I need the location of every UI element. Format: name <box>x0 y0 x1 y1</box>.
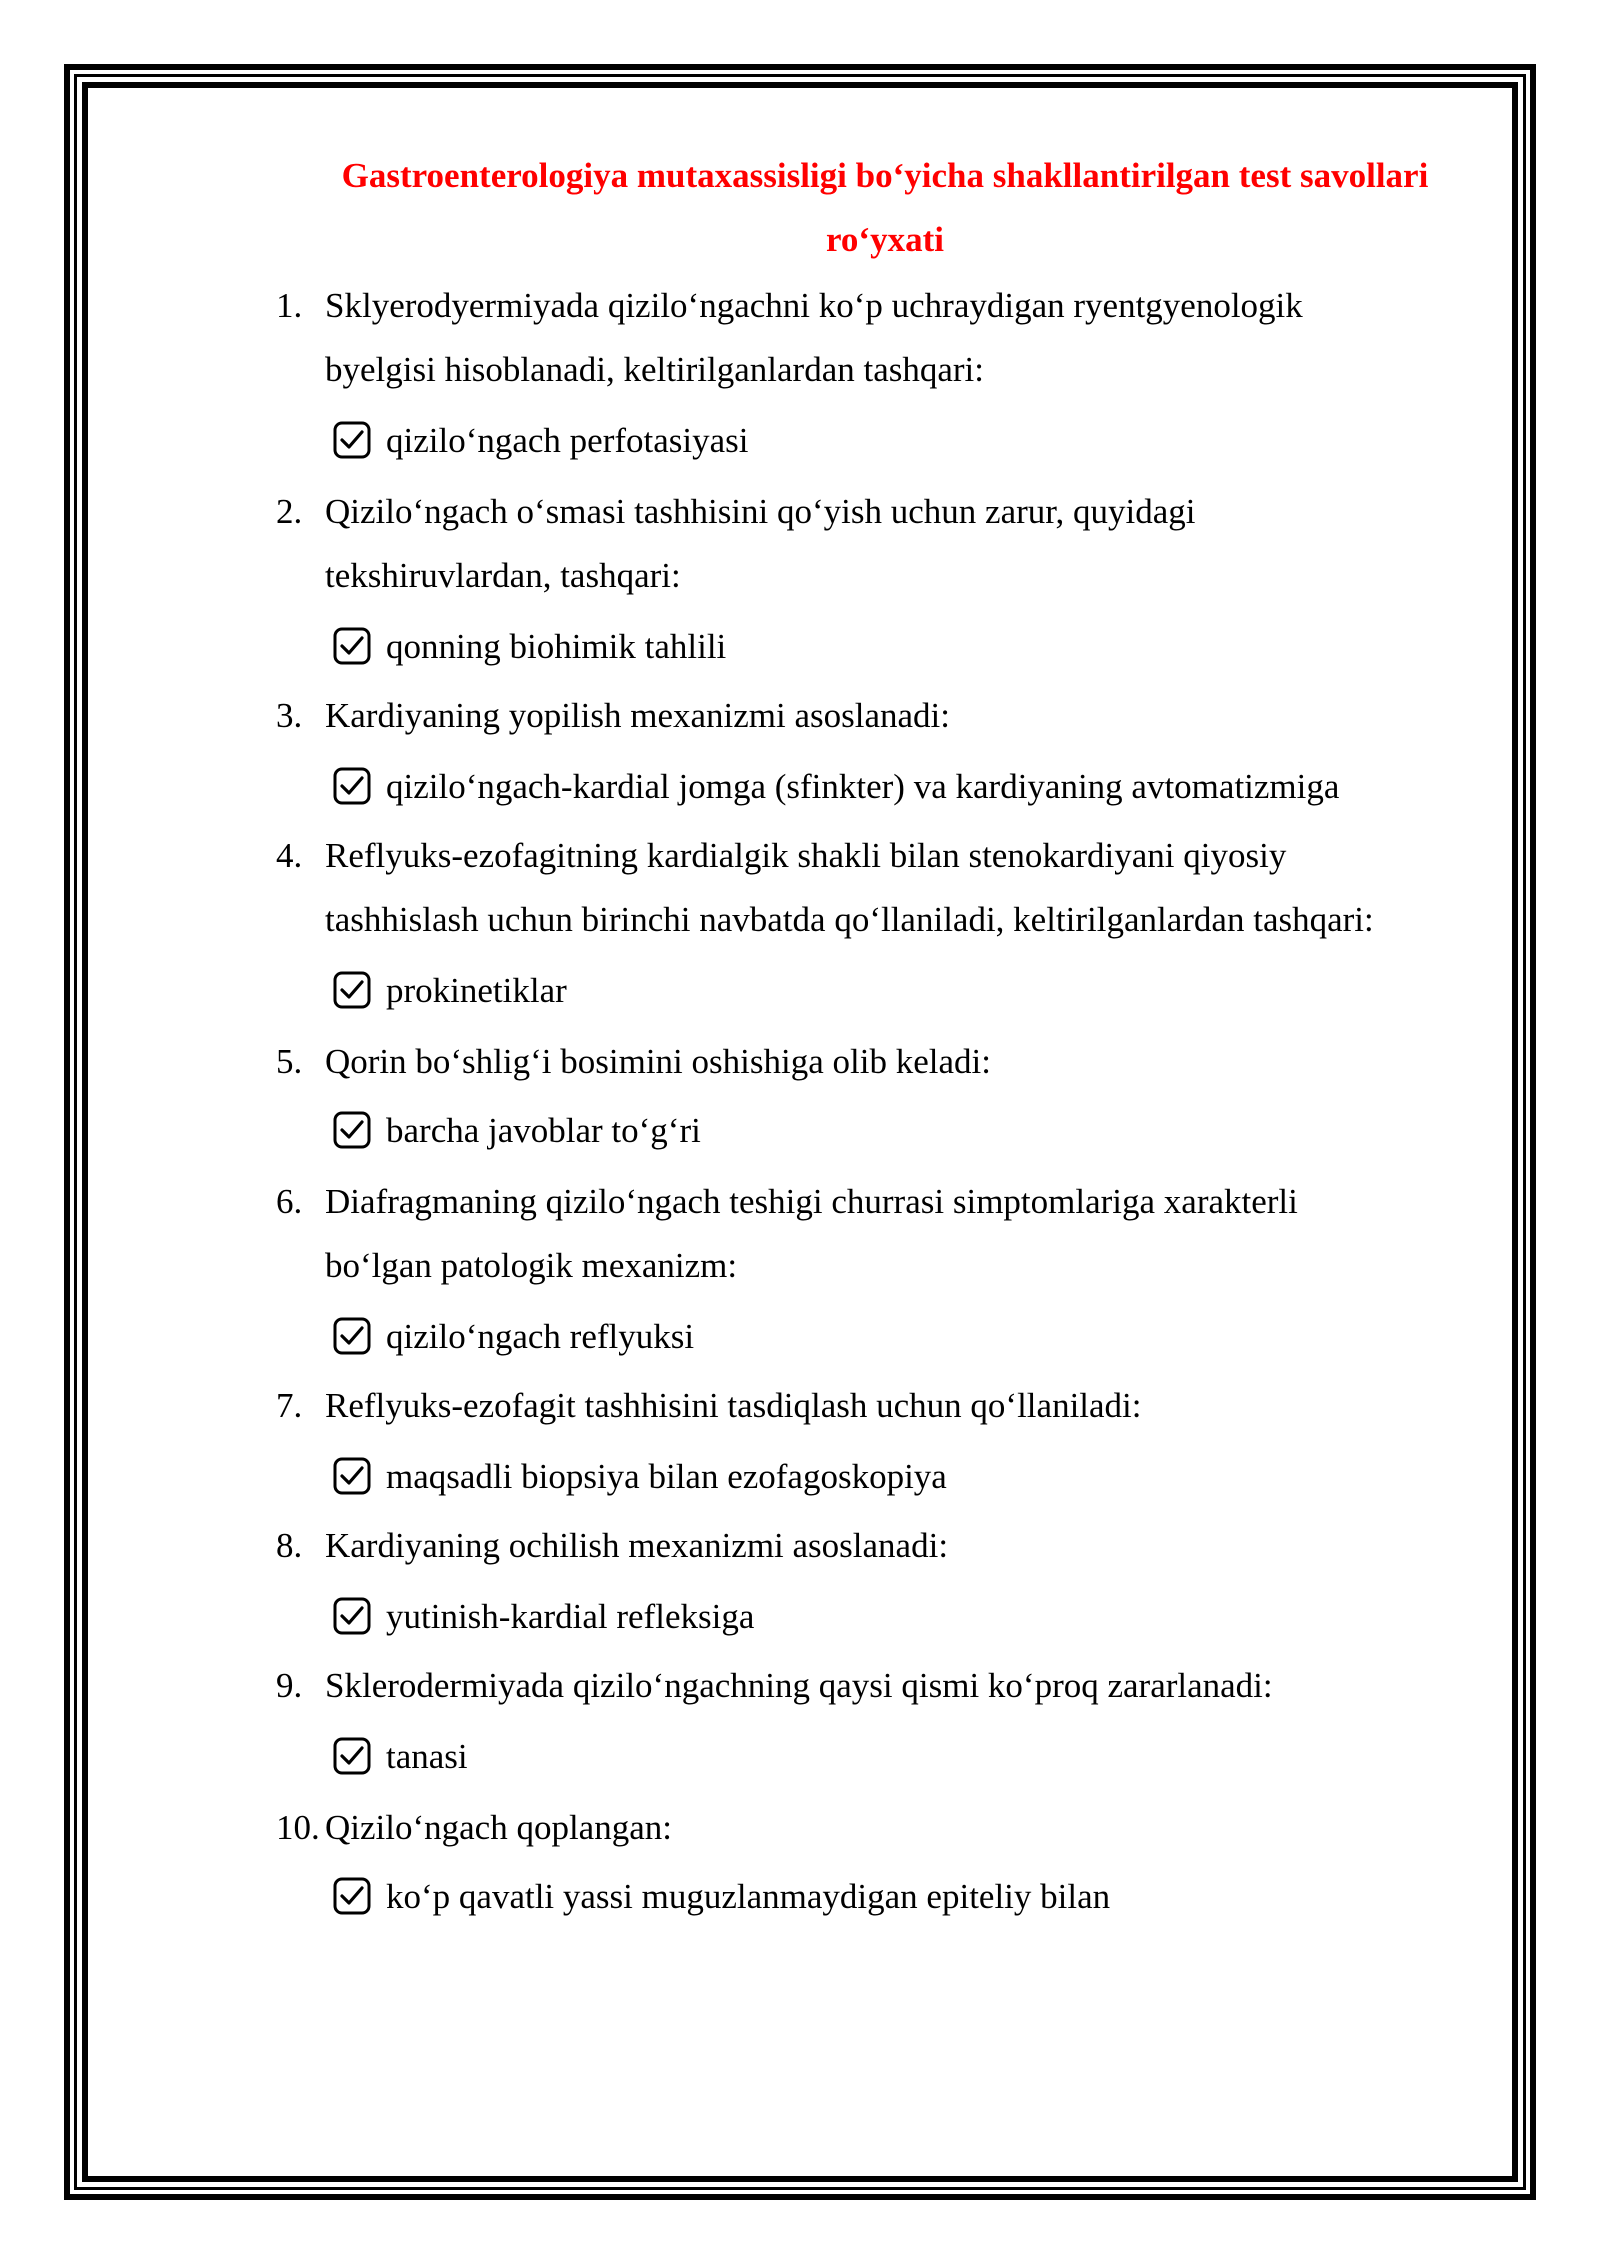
document-title-line-2: ro‘yxati <box>826 220 944 259</box>
checked-box-icon <box>332 1876 372 1916</box>
checked-box-icon <box>332 1110 372 1150</box>
answer-text: qizilo‘ngach perfotasiyasi <box>386 420 749 460</box>
answer-text: tanasi <box>386 1736 468 1776</box>
question-text-line: Sklerodermiyada qizilo‘ngachning qaysi qismi ko‘proq zararlanadi: <box>325 1666 1273 1705</box>
question-text-line: Kardiyaning ochilish mexanizmi asoslanadi: <box>325 1526 949 1565</box>
question-text-line: Qizilo‘ngach o‘smasi tashhisini qo‘yish uchun zarur, quyidagi <box>325 492 1196 531</box>
answer-row <box>332 1876 1110 1916</box>
answer-text: prokinetiklar <box>386 970 567 1010</box>
answer-text: qonning biohimik tahlili <box>386 626 727 666</box>
question-text-line: tashhislash uchun birinchi navbatda qo‘llaniladi, keltirilganlardan tashqari: <box>325 900 1374 939</box>
checked-box-icon <box>332 1456 372 1496</box>
question-number: 3. <box>276 696 303 735</box>
answer-row <box>332 1316 694 1356</box>
question-text-line: Diafragmaning qizilo‘ngach teshigi churrasi simptomlariga xarakterli <box>325 1182 1298 1221</box>
answer-row <box>332 1736 468 1776</box>
checked-box-icon <box>332 1736 372 1776</box>
question-number: 10. <box>276 1808 320 1847</box>
question-number: 7. <box>276 1386 303 1425</box>
question-text-line: bo‘lgan patologik mexanizm: <box>325 1246 738 1285</box>
answer-text: yutinish-kardial refleksiga <box>386 1596 755 1636</box>
question-number: 2. <box>276 492 303 531</box>
question-number: 1. <box>276 286 303 325</box>
question-text-line: Qorin bo‘shlig‘i bosimini oshishiga olib keladi: <box>325 1042 991 1081</box>
question-text-line: Sklyerodyermiyada qizilo‘ngachni ko‘p uchraydigan ryentgyenologik <box>325 286 1303 325</box>
answer-row <box>332 1110 701 1150</box>
checked-box-icon <box>332 766 372 806</box>
answer-text: maqsadli biopsiya bilan ezofagoskopiya <box>386 1456 947 1496</box>
document-title-line-1: Gastroenterologiya mutaxassisligi bo‘yicha shakllantirilgan test savollari <box>341 156 1429 195</box>
answer-row <box>332 970 567 1010</box>
question-text-line: byelgisi hisoblanadi, keltirilganlardan tashqari: <box>325 350 985 389</box>
question-number: 8. <box>276 1526 303 1565</box>
answer-row <box>332 1596 754 1636</box>
answer-row <box>332 626 726 666</box>
answer-text: qizilo‘ngach-kardial jomga (sfinkter) va kardiyaning avtomatizmiga <box>386 766 1340 806</box>
answer-row <box>332 420 749 460</box>
question-text-line: Qizilo‘ngach qoplangan: <box>325 1808 672 1847</box>
question-text-line: tekshiruvlardan, tashqari: <box>325 556 681 595</box>
answer-text: qizilo‘ngach reflyuksi <box>386 1316 695 1356</box>
question-number: 9. <box>276 1666 303 1705</box>
question-number: 5. <box>276 1042 303 1081</box>
answer-text: ko‘p qavatli yassi muguzlanmaydigan epiteliy bilan <box>386 1876 1111 1916</box>
answer-text: barcha javoblar to‘g‘ri <box>386 1110 701 1150</box>
question-text-line: Reflyuks-ezofagit tashhisini tasdiqlash uchun qo‘llaniladi: <box>325 1386 1142 1425</box>
checked-box-icon <box>332 1596 372 1636</box>
question-text-line: Kardiyaning yopilish mexanizmi asoslanadi: <box>325 696 951 735</box>
question-text-line: Reflyuks-ezofagitning kardialgik shakli bilan stenokardiyani qiyosiy <box>325 836 1287 875</box>
answer-row <box>332 766 1339 806</box>
question-number: 4. <box>276 836 303 875</box>
question-number: 6. <box>276 1182 303 1221</box>
checked-box-icon <box>332 1316 372 1356</box>
checked-box-icon <box>332 970 372 1010</box>
answer-row <box>332 1456 947 1496</box>
checked-box-icon <box>332 420 372 460</box>
checked-box-icon <box>332 626 372 666</box>
